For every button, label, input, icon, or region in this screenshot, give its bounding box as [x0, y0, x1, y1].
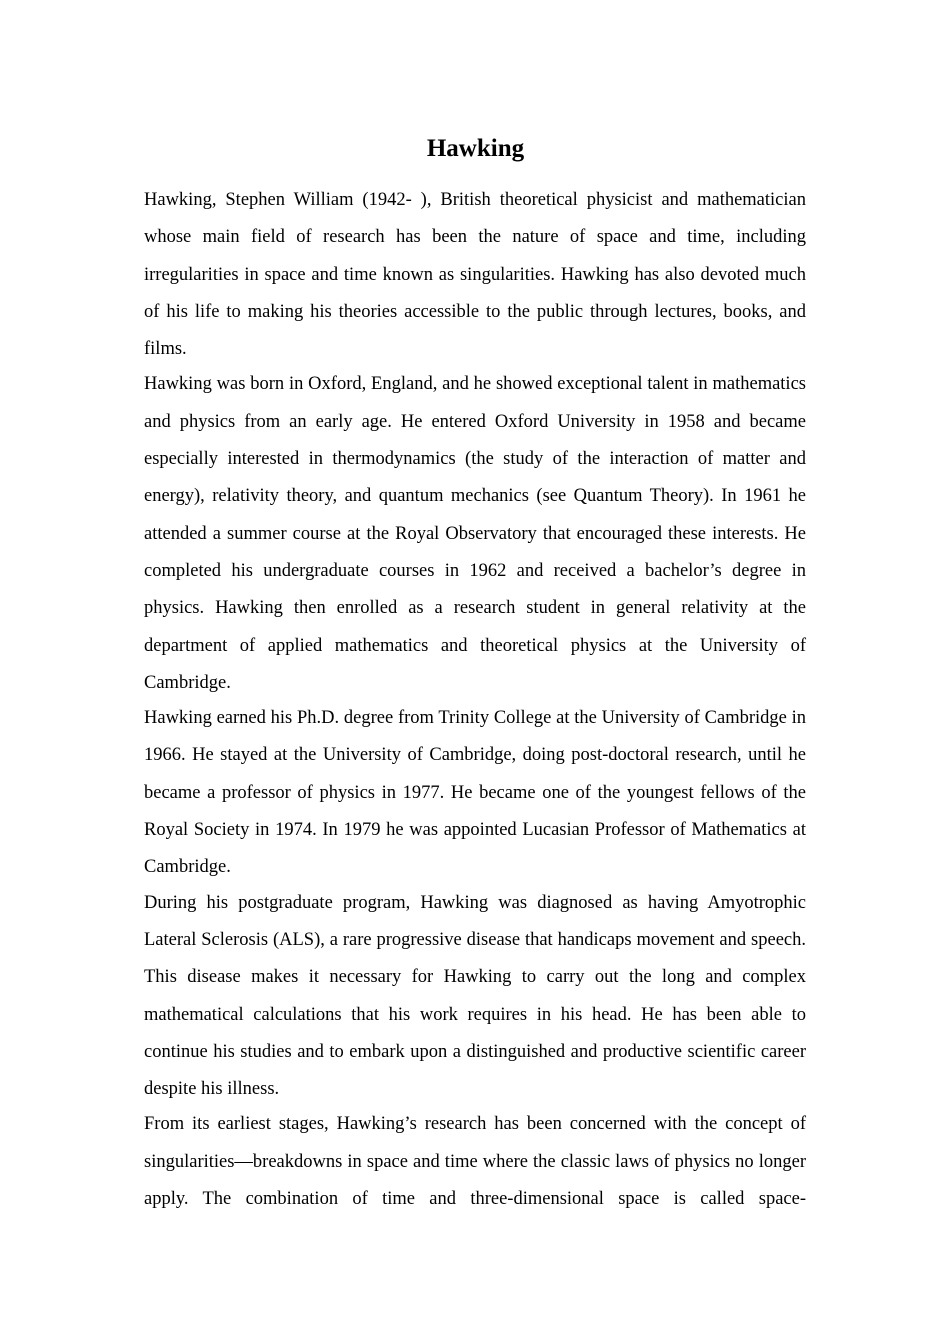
paragraph-career: Hawking earned his Ph.D. degree from Trinity College at the University of Cambridge in 1966. He stayed at the University of Cambridge, doing post-doctoral research, until he became a professor of physics in 1977. He became one of the youngest fellows of the Royal Society in 1974. In 1979 he was appointed Lucasian Professor of Mathematics at Cambridge.	[144, 708, 806, 878]
paragraph-intro: Hawking, Stephen William (1942- ), British theoretical physicist and mathematician whose main field of research has been the nature of space and time, including irregularities in space and time known as singularities. Hawking has also devoted much of his life to making his theories accessible to the public through lectures, books, and films.	[144, 190, 806, 360]
paragraph-early-life: Hawking was born in Oxford, England, and he showed exceptional talent in mathematics and physics from an early age. He entered Oxford University in 1958 and became especially interested in thermodynamics (the study of the interaction of matter and energy), relativity theory, and quantum mechanics (see Quantum Theory). In 1961 he attended a summer course at the Royal Observatory that encouraged these interests. He completed his undergraduate courses in 1962 and received a bachelor’s degree in physics. Hawking then enrolled as a research student in general relativity at the department of applied mathematics and theoretical physics at the University of Cambridge.	[144, 374, 806, 693]
paragraph-research: From its earliest stages, Hawking’s research has been concerned with the concept of singularities—breakdowns in space and time where the classic laws of physics no longer apply. The combination of time and three-dimensional space is called space-	[144, 1114, 806, 1210]
paragraph-illness: During his postgraduate program, Hawking was diagnosed as having Amyotrophic Lateral Sclerosis (ALS), a rare progressive disease that handicaps movement and speech. This disease makes it necessary for Hawking to carry out the long and complex mathematical calculations that his work requires in his head. He has been able to continue his studies and to embark upon a distinguished and productive scientific career despite his illness.	[144, 892, 806, 1100]
document-page	[144, 132, 806, 1216]
page-title: Hawking	[426, 135, 525, 162]
